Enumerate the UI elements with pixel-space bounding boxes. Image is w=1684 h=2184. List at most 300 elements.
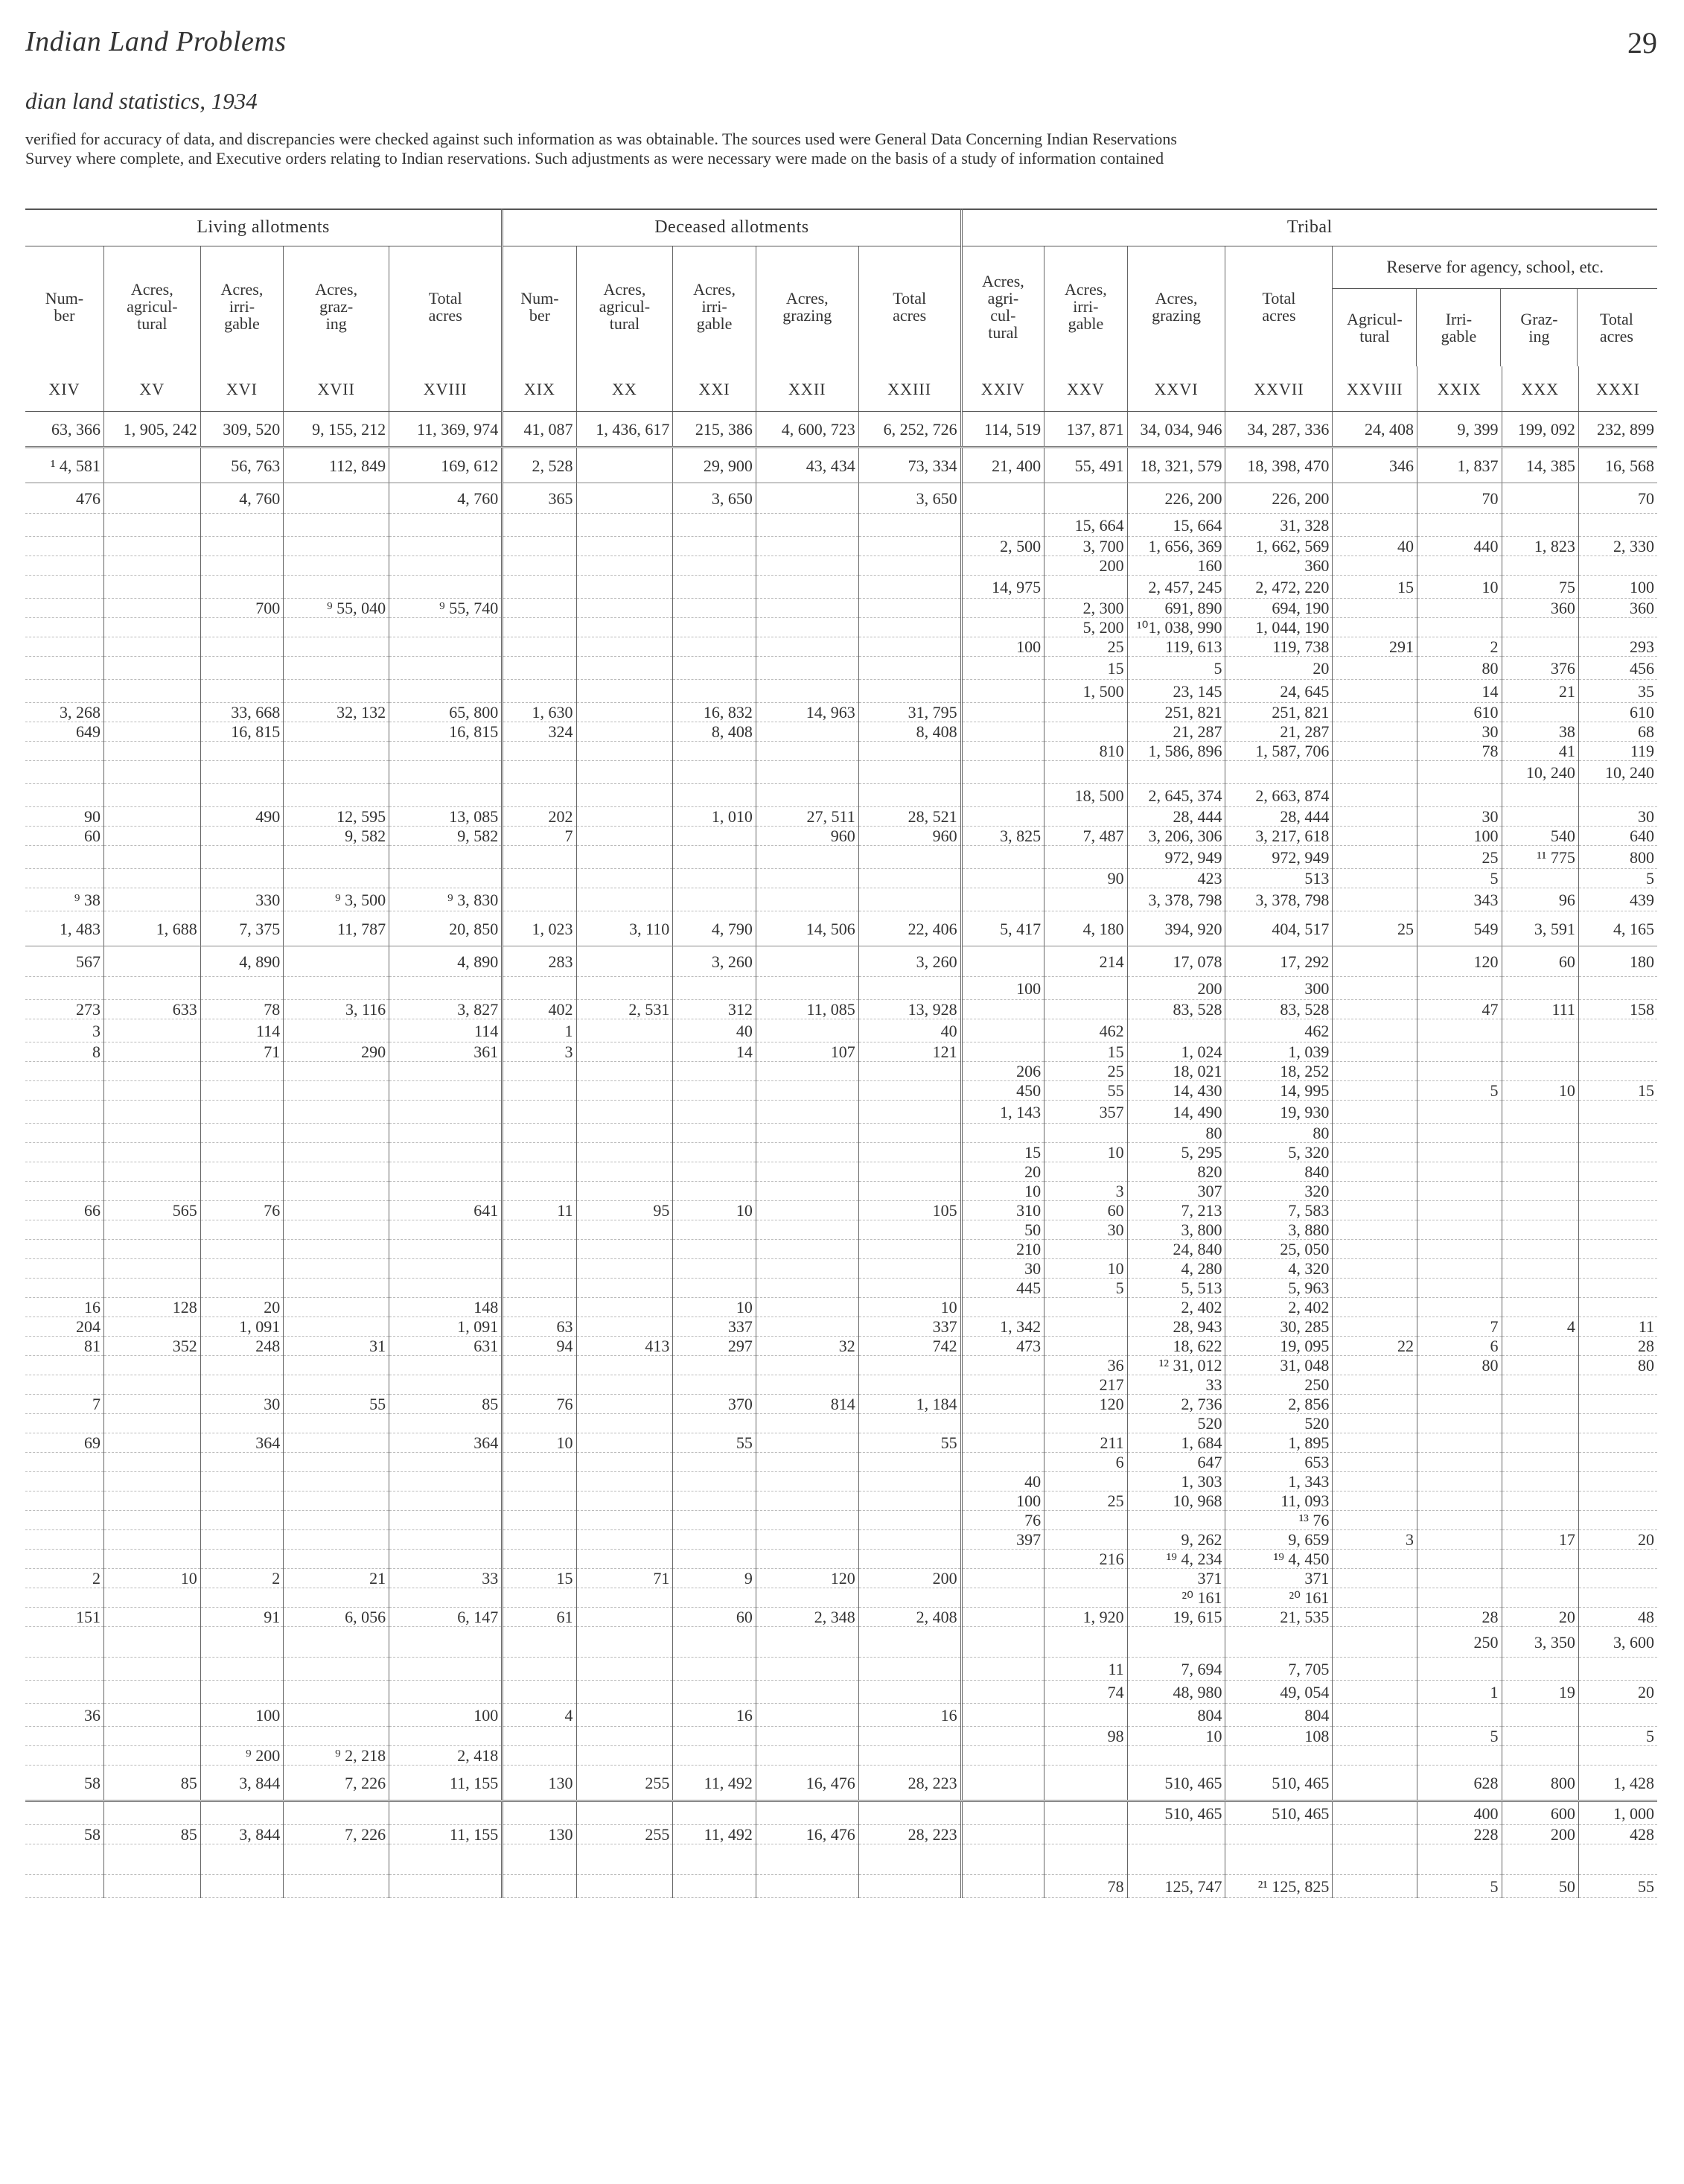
- table-cell-xiv: [25, 1081, 103, 1101]
- table-cell-xxi: [673, 657, 756, 680]
- table-cell-xxiii: [858, 1414, 961, 1433]
- table-cell-xxiii: [858, 537, 961, 556]
- table-cell-xxi: [673, 599, 756, 618]
- table-cell-xxii: [756, 1704, 858, 1727]
- table-cell-xxvi: 119, 613: [1127, 637, 1225, 657]
- table-cell-xxiv: [961, 784, 1044, 807]
- table-cell-xxv: 60: [1044, 1201, 1128, 1220]
- table-cell-xix: [503, 618, 576, 637]
- table-cell-xx: [576, 1143, 673, 1162]
- table-cell-xxv: [1044, 722, 1128, 742]
- table-cell-xv: [103, 1279, 200, 1298]
- table-cell-xx: [576, 1658, 673, 1681]
- table-cell-xxviii: [1333, 1414, 1417, 1433]
- table-cell-xv: [103, 827, 200, 846]
- table-cell-xxii: 16, 476: [756, 1825, 858, 1844]
- table-cell-xxix: 5: [1417, 869, 1502, 888]
- table-cell-xxv: 137, 871: [1044, 412, 1128, 448]
- table-cell-xx: [576, 1530, 673, 1550]
- table-cell-xx: [576, 1220, 673, 1240]
- table-cell-xxiii: 16: [858, 1704, 961, 1727]
- table-cell-xv: [103, 1019, 200, 1042]
- table-cell-xxiv: [961, 680, 1044, 703]
- table-cell-xviii: 631: [389, 1337, 503, 1356]
- table-cell-xxiii: [858, 1875, 961, 1898]
- table-cell-xxiii: [858, 784, 961, 807]
- table-cell-xx: [576, 514, 673, 537]
- group-reserve: [1333, 246, 1657, 367]
- table-cell-xv: [103, 1588, 200, 1608]
- table-row: [25, 1530, 1657, 1550]
- table-row: [25, 599, 1657, 618]
- table-cell-xviii: [389, 1588, 503, 1608]
- table-cell-xiv: [25, 846, 103, 869]
- table-cell-xxiii: [858, 1143, 961, 1162]
- table-cell-xviii: [389, 742, 503, 761]
- table-cell-xxix: [1417, 1704, 1502, 1727]
- table-cell-xxviii: [1333, 1453, 1417, 1472]
- table-cell-xxii: [756, 599, 858, 618]
- table-cell-xxvii: 2, 663, 874: [1225, 784, 1333, 807]
- table-cell-xxv: 25: [1044, 637, 1128, 657]
- table-cell-xviii: 13, 085: [389, 807, 503, 827]
- source-note-line-2: Survey where complete, and Executive orders relating to Indian reservations. Such adjustments as were necessary were made on the basis of a study of information contained: [25, 149, 1164, 168]
- table-cell-xxvi: [1127, 1511, 1225, 1530]
- table-cell-xx: [576, 618, 673, 637]
- table-cell-xxviii: [1333, 1062, 1417, 1081]
- table-cell-xxix: 549: [1417, 911, 1502, 946]
- table-cell-xvi: [200, 1472, 284, 1491]
- table-cell-xxvi: 160: [1127, 556, 1225, 576]
- table-cell-xvi: [200, 1875, 284, 1898]
- table-cell-xxviii: [1333, 1875, 1417, 1898]
- table-cell-xxx: [1502, 1042, 1578, 1062]
- column-roman-xxvi: XXVI: [1127, 366, 1225, 412]
- table-cell-xxv: 4, 180: [1044, 911, 1128, 946]
- table-cell-xxvi: ¹⁹ 4, 234: [1127, 1550, 1225, 1569]
- table-cell-xxiv: [961, 1844, 1044, 1875]
- table-cell-xxx: 96: [1502, 888, 1578, 911]
- table-cell-xxii: [756, 1220, 858, 1240]
- table-cell-xx: [576, 1844, 673, 1875]
- table-cell-xxi: [673, 1101, 756, 1124]
- table-cell-xvi: [200, 1844, 284, 1875]
- table-cell-xxii: 14, 963: [756, 703, 858, 722]
- table-cell-xxv: 810: [1044, 742, 1128, 761]
- table-cell-xxvii: 108: [1225, 1727, 1333, 1746]
- table-cell-xvi: [200, 1658, 284, 1681]
- table-cell-xxix: [1417, 1472, 1502, 1491]
- table-cell-xvi: [200, 1182, 284, 1201]
- table-cell-xxiv: [961, 556, 1044, 576]
- table-cell-xix: [503, 977, 576, 1000]
- table-cell-xv: [103, 946, 200, 977]
- table-cell-xxxi: 48: [1578, 1608, 1657, 1627]
- table-cell-xiv: 3: [25, 1019, 103, 1042]
- table-cell-xvi: [200, 977, 284, 1000]
- column-label-xvii: Acres, graz- ing: [284, 246, 389, 367]
- table-cell-xxiii: [858, 846, 961, 869]
- table-cell-xxi: [673, 1220, 756, 1240]
- source-note: [25, 130, 1663, 168]
- table-cell-xxiii: [858, 1062, 961, 1081]
- table-cell-xxi: [673, 1375, 756, 1395]
- table-cell-xxiv: [961, 888, 1044, 911]
- table-cell-xxxi: [1578, 1042, 1657, 1062]
- table-row: [25, 742, 1657, 761]
- table-cell-xxvi: 34, 034, 946: [1127, 412, 1225, 448]
- table-row: [25, 1395, 1657, 1414]
- table-cell-xxi: [673, 1062, 756, 1081]
- table-cell-xxxi: [1578, 1162, 1657, 1182]
- table-cell-xxi: [673, 1491, 756, 1511]
- table-cell-xxvii: 1, 039: [1225, 1042, 1333, 1062]
- column-label-xvi: Acres, irri- gable: [200, 246, 284, 367]
- table-cell-xxi: [673, 827, 756, 846]
- column-label-xxx: Graz- ing: [1500, 289, 1577, 366]
- table-cell-xv: [103, 537, 200, 556]
- table-cell-xvi: 56, 763: [200, 448, 284, 483]
- table-row: [25, 1550, 1657, 1569]
- table-cell-xxiii: [858, 1240, 961, 1259]
- table-cell-xxv: [1044, 977, 1128, 1000]
- table-cell-xix: [503, 1259, 576, 1279]
- table-cell-xxviii: [1333, 1472, 1417, 1491]
- table-cell-xxviii: [1333, 1627, 1417, 1658]
- table-cell-xxiii: 28, 521: [858, 807, 961, 827]
- table-cell-xxii: 14, 506: [756, 911, 858, 946]
- table-cell-xxviii: [1333, 1658, 1417, 1681]
- table-row: [25, 514, 1657, 537]
- table-row: [25, 637, 1657, 657]
- table-cell-xxix: [1417, 1550, 1502, 1569]
- table-cell-xxi: [673, 1588, 756, 1608]
- table-cell-xxiv: [961, 1375, 1044, 1395]
- table-cell-xxi: [673, 1356, 756, 1375]
- column-label-xxv: Acres, irri- gable: [1044, 246, 1128, 367]
- table-cell-xxvii: 520: [1225, 1414, 1333, 1433]
- table-cell-xxvi: 19, 615: [1127, 1608, 1225, 1627]
- table-cell-xxxi: [1578, 1240, 1657, 1259]
- table-cell-xxiv: [961, 742, 1044, 761]
- table-cell-xviii: [389, 680, 503, 703]
- table-cell-xxii: 43, 434: [756, 448, 858, 483]
- table-cell-xv: [103, 1414, 200, 1433]
- table-cell-xiv: [25, 1414, 103, 1433]
- table-cell-xxii: [756, 846, 858, 869]
- table-cell-xvi: 4, 760: [200, 483, 284, 514]
- table-cell-xvii: [284, 1433, 389, 1453]
- table-cell-xxv: [1044, 1801, 1128, 1825]
- table-cell-xxx: 200: [1502, 1825, 1578, 1844]
- table-cell-xxii: [756, 1162, 858, 1182]
- table-cell-xxix: [1417, 1395, 1502, 1414]
- table-cell-xxvi: 15, 664: [1127, 514, 1225, 537]
- table-cell-xxxi: 4, 165: [1578, 911, 1657, 946]
- table-cell-xxviii: [1333, 977, 1417, 1000]
- table-cell-xxv: 5, 200: [1044, 618, 1128, 637]
- table-cell-xviii: 114: [389, 1019, 503, 1042]
- table-cell-xxiv: [961, 514, 1044, 537]
- table-cell-xx: [576, 556, 673, 576]
- table-cell-xxvi: 5, 295: [1127, 1143, 1225, 1162]
- table-cell-xvi: [200, 657, 284, 680]
- table-cell-xxix: [1417, 1124, 1502, 1143]
- table-cell-xx: [576, 761, 673, 784]
- table-cell-xxxi: [1578, 1101, 1657, 1124]
- table-cell-xvii: [284, 1062, 389, 1081]
- table-cell-xvii: [284, 846, 389, 869]
- table-cell-xix: [503, 1491, 576, 1511]
- table-cell-xxviii: 346: [1333, 448, 1417, 483]
- table-cell-xxx: [1502, 1727, 1578, 1746]
- table-cell-xxi: 10: [673, 1201, 756, 1220]
- table-cell-xix: [503, 1062, 576, 1081]
- table-cell-xxiv: [961, 1019, 1044, 1042]
- table-cell-xxv: [1044, 1162, 1128, 1182]
- table-cell-xxv: 18, 500: [1044, 784, 1128, 807]
- table-cell-xxii: [756, 1414, 858, 1433]
- table-cell-xviii: [389, 1220, 503, 1240]
- table-cell-xiv: [25, 537, 103, 556]
- table-cell-xxi: [673, 1550, 756, 1569]
- table-cell-xviii: [389, 846, 503, 869]
- column-label-xxiv: Acres, agri- cul- tural: [961, 246, 1044, 367]
- table-cell-xviii: 11, 155: [389, 1825, 503, 1844]
- table-cell-xxx: [1502, 1356, 1578, 1375]
- table-cell-xxxi: [1578, 1844, 1657, 1875]
- table-cell-xiv: 1, 483: [25, 911, 103, 946]
- table-cell-xvii: 9, 582: [284, 827, 389, 846]
- table-cell-xxvi: 1, 024: [1127, 1042, 1225, 1062]
- table-cell-xxv: 36: [1044, 1356, 1128, 1375]
- table-cell-xviii: 364: [389, 1433, 503, 1453]
- table-cell-xxx: [1502, 637, 1578, 657]
- column-label-xxviii: Agricul- tural: [1347, 310, 1403, 346]
- table-cell-xviii: [389, 537, 503, 556]
- table-cell-xxi: [673, 1627, 756, 1658]
- table-cell-xxiv: [961, 1395, 1044, 1414]
- table-cell-xxx: [1502, 869, 1578, 888]
- table-cell-xviii: [389, 784, 503, 807]
- table-cell-xxvi: 5: [1127, 657, 1225, 680]
- table-cell-xviii: [389, 576, 503, 599]
- table-cell-xvi: [200, 1588, 284, 1608]
- table-cell-xxv: 6: [1044, 1453, 1128, 1472]
- table-cell-xix: [503, 1746, 576, 1766]
- table-cell-xix: [503, 1530, 576, 1550]
- table-cell-xxii: [756, 1550, 858, 1569]
- table-cell-xxxi: 68: [1578, 722, 1657, 742]
- table-cell-xxix: [1417, 1062, 1502, 1081]
- table-cell-xxviii: [1333, 784, 1417, 807]
- table-cell-xxiii: [858, 1727, 961, 1746]
- table-cell-xix: 130: [503, 1766, 576, 1801]
- table-cell-xv: 565: [103, 1201, 200, 1220]
- table-cell-xvii: [284, 618, 389, 637]
- table-cell-xxx: 38: [1502, 722, 1578, 742]
- table-cell-xxix: [1417, 1491, 1502, 1511]
- table-cell-xvi: [200, 869, 284, 888]
- table-cell-xxix: 25: [1417, 846, 1502, 869]
- table-cell-xxii: [756, 946, 858, 977]
- table-cell-xxiii: 22, 406: [858, 911, 961, 946]
- table-cell-xxv: [1044, 1414, 1128, 1433]
- table-cell-xix: [503, 1875, 576, 1898]
- table-cell-xxvii: 30, 285: [1225, 1317, 1333, 1337]
- table-cell-xix: [503, 784, 576, 807]
- table-cell-xxiii: [858, 1511, 961, 1530]
- table-cell-xxvi: [1127, 761, 1225, 784]
- table-row: [25, 1433, 1657, 1453]
- table-row: [25, 846, 1657, 869]
- table-cell-xxix: 120: [1417, 946, 1502, 977]
- table-cell-xvii: [284, 977, 389, 1000]
- table-cell-xxx: 41: [1502, 742, 1578, 761]
- table-cell-xvii: [284, 1356, 389, 1375]
- table-cell-xxix: 440: [1417, 537, 1502, 556]
- table-cell-xvii: [284, 1375, 389, 1395]
- table-cell-xxvii: 4, 320: [1225, 1259, 1333, 1279]
- table-cell-xiv: [25, 1844, 103, 1875]
- table-cell-xxv: [1044, 1124, 1128, 1143]
- table-cell-xxxi: [1578, 977, 1657, 1000]
- table-cell-xxiv: 450: [961, 1081, 1044, 1101]
- table-cell-xix: [503, 846, 576, 869]
- table-cell-xxiv: [961, 1727, 1044, 1746]
- table-cell-xxx: [1502, 1143, 1578, 1162]
- table-cell-xx: [576, 1453, 673, 1472]
- table-cell-xxvii: 49, 054: [1225, 1681, 1333, 1704]
- table-cell-xxv: [1044, 576, 1128, 599]
- table-cell-xxi: [673, 1453, 756, 1472]
- table-cell-xxviii: [1333, 1201, 1417, 1220]
- table-cell-xxi: [673, 1162, 756, 1182]
- table-cell-xxvii: 5, 320: [1225, 1143, 1333, 1162]
- table-cell-xxv: [1044, 807, 1128, 827]
- table-cell-xxix: [1417, 1298, 1502, 1317]
- table-cell-xix: 3: [503, 1042, 576, 1062]
- table-cell-xxviii: [1333, 1766, 1417, 1801]
- table-cell-xxxi: 20: [1578, 1530, 1657, 1550]
- table-cell-xxvi: 18, 622: [1127, 1337, 1225, 1356]
- table-cell-xxvii: 34, 287, 336: [1225, 412, 1333, 448]
- table-cell-xvi: [200, 1259, 284, 1279]
- table-cell-xxii: [756, 722, 858, 742]
- table-cell-xxi: [673, 1681, 756, 1704]
- table-cell-xxix: 28: [1417, 1608, 1502, 1627]
- table-cell-xx: [576, 946, 673, 977]
- table-cell-xiv: 7: [25, 1395, 103, 1414]
- table-cell-xxiii: 2, 408: [858, 1608, 961, 1627]
- table-cell-xxvii: 1, 895: [1225, 1433, 1333, 1453]
- table-cell-xxix: [1417, 1143, 1502, 1162]
- table-cell-xv: [103, 576, 200, 599]
- table-cell-xxvi: 3, 800: [1127, 1220, 1225, 1240]
- table-cell-xix: [503, 1182, 576, 1201]
- table-cell-xxviii: [1333, 1042, 1417, 1062]
- table-cell-xxx: [1502, 807, 1578, 827]
- table-cell-xxi: 3, 260: [673, 946, 756, 977]
- table-cell-xxv: 3: [1044, 1182, 1128, 1201]
- table-cell-xxi: [673, 761, 756, 784]
- table-cell-xix: [503, 556, 576, 576]
- table-cell-xix: 11: [503, 1201, 576, 1220]
- table-cell-xvii: 55: [284, 1395, 389, 1414]
- table-cell-xxv: 216: [1044, 1550, 1128, 1569]
- table-cell-xxiv: [961, 1550, 1044, 1569]
- table-cell-xxxi: [1578, 1201, 1657, 1220]
- table-cell-xv: [103, 742, 200, 761]
- table-cell-xxx: 50: [1502, 1875, 1578, 1898]
- table-cell-xxi: [673, 1414, 756, 1433]
- table-cell-xxx: 3, 591: [1502, 911, 1578, 946]
- table-cell-xix: 4: [503, 1704, 576, 1727]
- table-cell-xx: [576, 827, 673, 846]
- table-cell-xix: 63: [503, 1317, 576, 1337]
- table-cell-xxi: [673, 977, 756, 1000]
- column-label-xxi: Acres, irri- gable: [673, 246, 756, 367]
- table-cell-xxii: 27, 511: [756, 807, 858, 827]
- table-cell-xxix: 30: [1417, 807, 1502, 827]
- table-row: [25, 1704, 1657, 1727]
- table-cell-xvi: [200, 1081, 284, 1101]
- table-cell-xxii: [756, 888, 858, 911]
- table-cell-xxxi: 35: [1578, 680, 1657, 703]
- table-cell-xxxi: [1578, 1658, 1657, 1681]
- column-label-xx: Acres, agricul- tural: [576, 246, 673, 367]
- table-cell-xxvii: 1, 044, 190: [1225, 618, 1333, 637]
- source-note-line-1: verified for accuracy of data, and discrepancies were checked against such information as was obtainable. The sources used were General Data Concerning Indian Reservations: [25, 130, 1177, 148]
- table-cell-xxxi: 456: [1578, 657, 1657, 680]
- table-cell-xiv: [25, 1143, 103, 1162]
- table-cell-xxviii: [1333, 1019, 1417, 1042]
- table-cell-xxx: [1502, 1375, 1578, 1395]
- table-cell-xix: [503, 1101, 576, 1124]
- table-cell-xxvi: 5, 513: [1127, 1279, 1225, 1298]
- table-cell-xxiii: 1, 184: [858, 1395, 961, 1414]
- table-cell-xxvi: 28, 444: [1127, 807, 1225, 827]
- table-cell-xxx: [1502, 1062, 1578, 1081]
- table-cell-xxvi: 18, 321, 579: [1127, 448, 1225, 483]
- table-cell-xv: [103, 1746, 200, 1766]
- table-cell-xv: 128: [103, 1298, 200, 1317]
- table-cell-xxviii: [1333, 1491, 1417, 1511]
- table-cell-xxx: 19: [1502, 1681, 1578, 1704]
- table-cell-xviii: 65, 800: [389, 703, 503, 722]
- table-cell-xv: [103, 1259, 200, 1279]
- table-cell-xxv: [1044, 1000, 1128, 1019]
- table-cell-xviii: [389, 1491, 503, 1511]
- table-cell-xxviii: [1333, 657, 1417, 680]
- table-cell-xxviii: [1333, 1143, 1417, 1162]
- table-cell-xxvi: 14, 490: [1127, 1101, 1225, 1124]
- table-cell-xvii: [284, 1681, 389, 1704]
- table-row: [25, 576, 1657, 599]
- table-cell-xvi: 4, 890: [200, 946, 284, 977]
- table-cell-xvi: 309, 520: [200, 412, 284, 448]
- table-cell-xvii: [284, 514, 389, 537]
- table-cell-xvi: [200, 1550, 284, 1569]
- table-cell-xix: [503, 1414, 576, 1433]
- table-row: [25, 888, 1657, 911]
- table-cell-xxi: 370: [673, 1395, 756, 1414]
- table-cell-xviii: 3, 827: [389, 1000, 503, 1019]
- table-cell-xiv: [25, 1356, 103, 1375]
- table-cell-xiv: [25, 1491, 103, 1511]
- table-cell-xxviii: [1333, 483, 1417, 514]
- table-cell-xxx: 17: [1502, 1530, 1578, 1550]
